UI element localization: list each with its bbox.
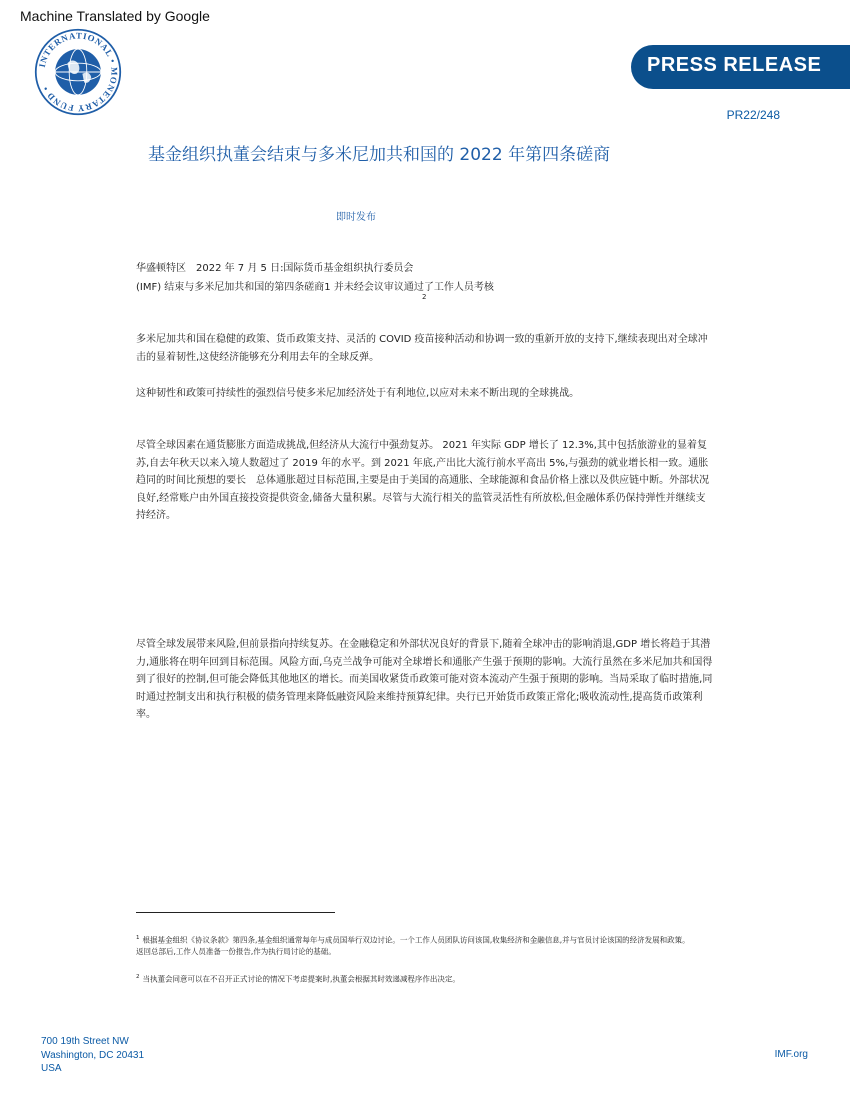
address-line: 700 19th Street NW (41, 1036, 129, 1047)
paragraph-text: 尽管全球因素在通货膨胀方面造成挑战,但经济从大流行中强劲复苏。 2021 年实际 GDP 增长了 12.3%,其中包括旅游业的显着复苏,自去年秋天以来入境人数超过了 2019 年的水平。到 2021 年底,产出比大流行前水平高出 5%,与强劲的就业增长相一致。通胀趋同的时间比预想的要长 总体通胀超过目标范围,主要是由于美国的高通胀、全球能源和食品价格上涨以及供应链中断。外部状况良好,经常账户由外国直接投资提供资金,储备大量积累。尽管与大流行相关的监管灵活性有所放松,但金融体系仍保持弹性并继续支持经济。 (136, 440, 710, 522)
paragraph-text: 这种韧性和政策可持续性的强烈信号使多米尼加经济处于有利地位,以应对未来不断出现的全球挑战。 (136, 388, 580, 399)
body-paragraph (136, 636, 714, 724)
release-note: 即时发布 (336, 212, 376, 223)
address-line: USA (41, 1063, 62, 1074)
paragraph-text: 多米尼加共和国在稳健的政策、货币政策支持、灵活的 COVID 疫苗接种活动和协调一致的重新开放的支持下,继续表现出对全球冲击的显着韧性,这使经济能够充分利用去年的全球反弹。 (136, 334, 708, 363)
footnote-divider (136, 912, 335, 913)
paragraph-text: 尽管全球发展带来风险,但前景指向持续复苏。在金融稳定和外部状况良好的背景下,随着全球冲击的影响消退,GDP 增长将趋于其潜力,通胀将在明年回到目标范围。风险方面,乌克兰战争可能对全球增长和通胀产生强于预期的影响。大流行虽然在多米尼加共和国得到了很好的控制,但可能会降低其他地区的增长。而美国收紧货币政策可能对资本流动产生强于预期的影响。当局采取了临时措施,同时通过控制支出和执行积极的债务管理来降低融资风险来维持预算纪律。央行已开始货币政策正常化;吸收流动性,提高货币政策利率。 (136, 639, 713, 721)
footer-website-link[interactable]: IMF.org (774, 1049, 808, 1060)
body-paragraph (136, 437, 714, 525)
body-paragraph (136, 331, 714, 366)
footnote-text: 当执董会同意可以在不召开正式讨论的情况下考虑提案时,执董会根据其时效递减程序作出决定。 (142, 974, 460, 984)
footnote (136, 972, 696, 985)
press-release-label: PRESS RELEASE (647, 54, 822, 76)
footnote-marker: 2 (422, 293, 427, 301)
address-line: Washington, DC 20431 (41, 1049, 145, 1061)
imf-seal-logo (34, 28, 122, 116)
dateline-line: 华盛顿特区 2022 年 7 月 5 日:国际货币基金组织执行委员会 (136, 263, 414, 274)
footnote-number: 2 (136, 974, 140, 980)
footer-address (41, 1035, 144, 1076)
press-release-number: PR22/248 (726, 108, 780, 122)
body-paragraph (136, 385, 714, 403)
dateline-paragraph (136, 260, 714, 297)
page-title: 基金组织执董会结束与多米尼加共和国的 2022 年第四条磋商 (148, 145, 611, 165)
svg-text:INTERNATIONAL • MONETARY FUND: INTERNATIONAL • MONETARY FUND • (36, 30, 120, 114)
dateline-line: (IMF) 结束与多米尼加共和国的第四条磋商1 并未经会议审议通过了工作人员考核 (136, 281, 494, 293)
footnote-text: 根据基金组织《协议条款》第四条,基金组织通常每年与成员国举行双边讨论。一个工作人员团队访问该国,收集经济和金融信息,并与官员讨论该国的经济发展和政策。返回总部后,工作人员准备一份报告,作为执行局讨论的基础。 (136, 935, 690, 956)
footnote-number: 1 (136, 935, 140, 941)
press-release-banner (631, 45, 850, 89)
footnote (136, 933, 696, 957)
machine-translation-banner: Machine Translated by Google (20, 8, 210, 24)
